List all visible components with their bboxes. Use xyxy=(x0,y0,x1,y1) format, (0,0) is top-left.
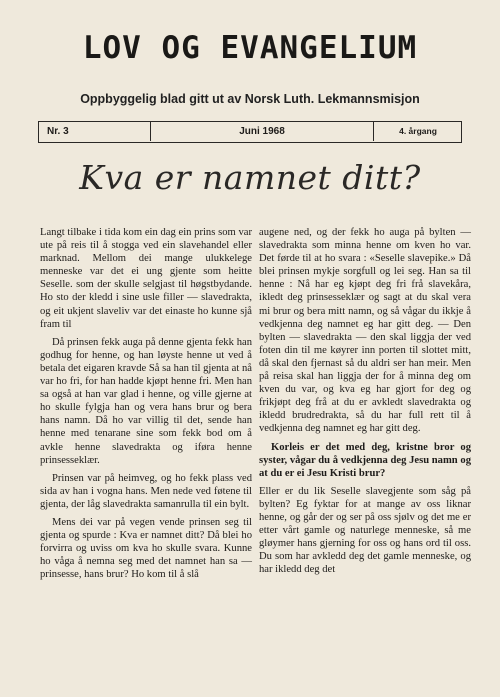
article-title: Kva er namnet ditt? xyxy=(79,158,421,197)
article-right-column xyxy=(259,226,471,581)
issue-volume: 4. årgang xyxy=(373,122,462,141)
article-paragraph: Korleis er det med deg, kristne bror og syster, vågar du å vedkjenna deg Jesu namn og at du er ei Jesu Kristi brur? xyxy=(259,441,471,479)
issue-date: Juni 1968 xyxy=(239,126,285,137)
masthead-title: LOV OG EVANGELIUM xyxy=(82,30,418,66)
article-paragraph: Langt tilbake i tida kom ein dag ein prins som var ute på reis til å stogga ved ein slavehandel eller marknad. Mellom dei mange ulukkelege menneske var det ei ung gjente som heitte Seselle. som der skulle selgjast til høgstbydande. Ho sto der kledd i sine usle filler — slavedrakta, og eit ukjent slaveliv var det einaste ho kunne sjå fram til xyxy=(40,227,252,330)
issue-number: Nr. 3 xyxy=(39,122,151,141)
article-paragraph: Prinsen var på heimveg, og ho fekk plass ved sida av han i vogna hans. Men nede ved føtene til gjenta, der låg slavedrakta samanrulla til ein bylt. xyxy=(40,472,252,510)
article-left-column xyxy=(40,226,252,586)
article-paragraph: Eller er du lik Seselle slavegjente som såg på bylten? Eg fyktar for at mange av oss liknar henne, og går der og ser på oss sjølv og det me er etter vårt gamle og naturlege menneske, så me gløymer hans gjerning for oss og hans ord til oss. Du som har avkledd deg det gamle menneske, og har ikledd deg det xyxy=(259,485,471,576)
issue-info-bar xyxy=(38,121,462,143)
article-paragraph: Då prinsen fekk auga på denne gjenta fekk han godhug for henne, og han løyste henne ut ved å betala det eigaren kravde Så sa han til gjenta at nå var ho fri, for han hadde kjøpt henne fri. Men han sa også at han var glad i henne, og ville gjerne at ho skulle fylgja han og vera hans brur og bera hans namn. Då ho var villig til det, sende han henne med tenarane sine som fekk bod om å avkle henne slavedrakta og iføra henne prinsesseklær. xyxy=(40,336,252,466)
article-paragraph: augene ned, og der fekk ho auga på bylten — slavedrakta som minna henne om kven ho var. Det førde til at ho svara : «Seselle slavepike.» Då blei prinsen mykje sorgfull og lei seg. Han sa til henne : Nå har eg kjøpt deg fri frå slavekåra, ikledt deg prinsesseklær og sagt at du skal vera mi brur og bera mitt namn, og så vågar du ikkje å vedkjenna deg namnet eg har gitt deg. — Den bylten — slavedrakta — den skal liggja der ved foten din til me køyrer inn porten til slottet mitt, då skal den fjernast så du aldri ser han meir. Men på reisa skal han liggja der for å minna deg om kven du var, og kva eg har gjort for deg og frikjøpt deg frå at du er avkledt slavedrakta og ikledd brudredrakta, så du har full rett til å vedkjenna deg namnet eg har gitt deg. xyxy=(259,227,471,435)
masthead-subtitle: Oppbyggelig blad gitt ut av Norsk Luth. Lekmannsmisjon xyxy=(80,92,420,106)
article-paragraph: Mens dei var på vegen vende prinsen seg til gjenta og spurde : Kva er namnet ditt? Då blei ho forvirra og uviss om kva ho skulle svara. Kunne ho våga å nemna seg med det namnet han sa — prinsesse, hans brur? Ho kom til å slå xyxy=(40,516,252,581)
